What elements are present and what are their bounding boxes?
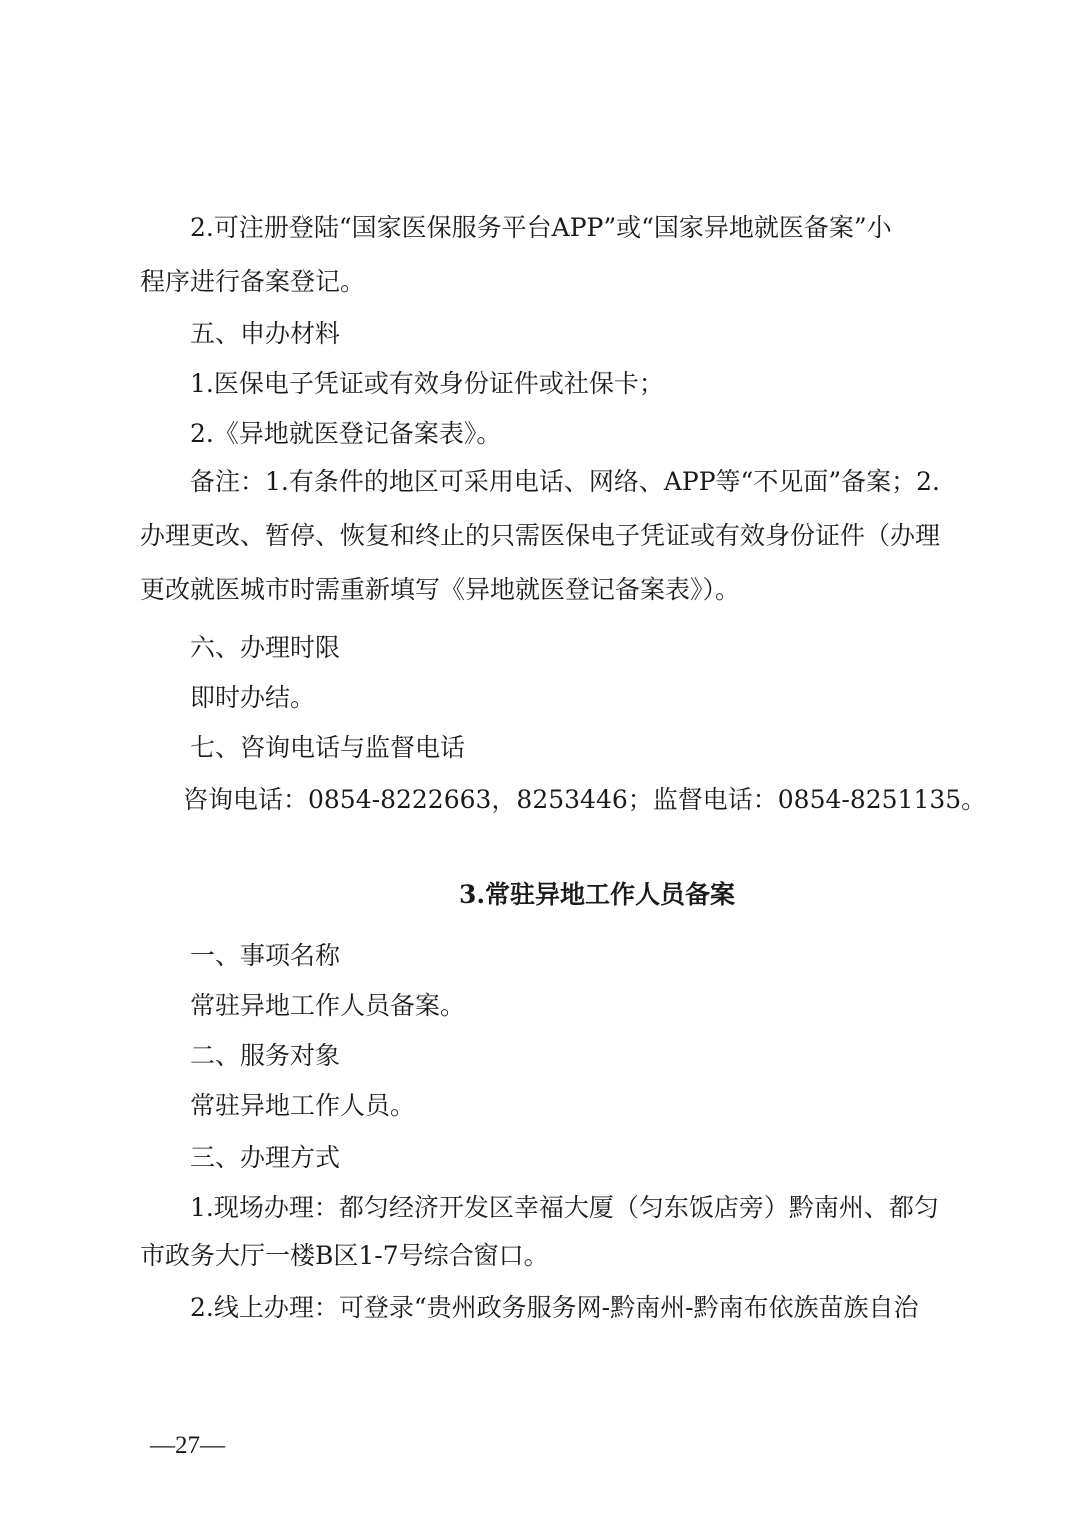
heading-contact-phones: 七、咨询电话与监督电话 — [190, 733, 466, 762]
note-line2: 办理更改、暂停、恢复和终止的只需医保电子凭证或有效身份证件（办理 — [140, 521, 941, 550]
heading-item-name: 一、事项名称 — [190, 941, 341, 970]
material-item-2: 2.《异地就医登记备案表》。 — [190, 419, 502, 448]
heading-time-limit: 六、办理时限 — [190, 633, 341, 662]
page-number: —27— — [150, 1432, 225, 1459]
contact-phones-text: 咨询电话：0854-8222663，8253446；监督电话：0854-8251135。 — [183, 785, 987, 814]
note-line1: 备注：1.有条件的地区可采用电话、网络、APP等“不见面”备案；2. — [190, 467, 940, 496]
heading-materials: 五、申办材料 — [190, 319, 341, 348]
section-title: 3.常驻异地工作人员备案 — [458, 880, 736, 909]
heading-handling-method: 三、办理方式 — [190, 1143, 341, 1172]
handling-method-onsite-line1: 1.现场办理：都匀经济开发区幸福大厦（匀东饭店旁）黔南州、都匀 — [190, 1193, 939, 1222]
paragraph-app-registration-line2: 程序进行备案登记。 — [140, 267, 366, 296]
time-limit-text: 即时办结。 — [190, 683, 316, 712]
item-name-text: 常驻异地工作人员备案。 — [190, 991, 466, 1020]
service-target-text: 常驻异地工作人员。 — [190, 1091, 416, 1120]
heading-service-target: 二、服务对象 — [190, 1041, 341, 1070]
handling-method-onsite-line2: 市政务大厅一楼B区1-7号综合窗口。 — [140, 1241, 549, 1270]
paragraph-app-registration-line1: 2.可注册登陆“国家医保服务平台APP”或“国家异地就医备案”小 — [190, 213, 892, 242]
note-line3: 更改就医城市时需重新填写《异地就医登记备案表》）。 — [140, 575, 741, 604]
handling-method-online-line1: 2.线上办理：可登录“贵州政务服务网-黔南州-黔南布依族苗族自治 — [190, 1293, 919, 1322]
material-item-1: 1.医保电子凭证或有效身份证件或社保卡； — [190, 369, 664, 398]
